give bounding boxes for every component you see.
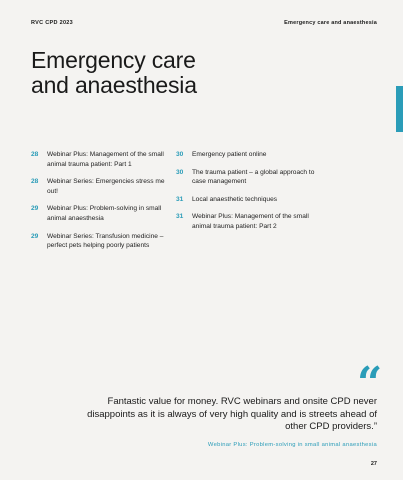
- contents-title: Local anaesthetic techniques: [192, 195, 278, 203]
- contents-entry[interactable]: [176, 168, 316, 187]
- contents-title: Webinar Plus: Management of the small animal trauma patient: Part 1: [47, 151, 164, 168]
- testimonial-quote: Fantastic value for money. RVC webinars and onsite CPD never disappoints as it is always of very high quality and is streets ahead of other CPD providers.”: [87, 396, 377, 432]
- header-publication: RVC CPD 2023: [31, 20, 74, 26]
- contents-page-number: 31: [176, 195, 184, 203]
- contents-page-number: 29: [31, 232, 39, 240]
- page-number: 27: [370, 461, 377, 467]
- contents-entry[interactable]: [31, 232, 171, 251]
- contents-page-number: 28: [31, 151, 39, 158]
- contents-entry[interactable]: [31, 177, 171, 196]
- contents-title: The trauma patient – a global approach to case management: [192, 168, 315, 186]
- contents-title: Emergency patient online: [192, 151, 267, 158]
- contents-entry[interactable]: [31, 150, 171, 169]
- contents-page-number: 29: [31, 205, 39, 213]
- contents-page-number: 30: [176, 151, 184, 158]
- testimonial-source: Webinar Plus: Problem-solving in small animal anaesthesia: [207, 442, 377, 448]
- page-title-line-1: Emergency care: [31, 47, 196, 73]
- contents-page-number: 31: [176, 213, 184, 221]
- contents-title: Webinar Series: Emergencies stress me out!: [47, 178, 165, 195]
- page-title-line-2: and anaesthesia: [31, 72, 197, 98]
- contents-title: Webinar Series: Transfusion medicine – perfect pets helping poorly patients: [47, 232, 164, 250]
- contents-entry[interactable]: [31, 204, 171, 223]
- contents-column-left: [31, 150, 171, 259]
- contents-page-number: 28: [31, 178, 39, 186]
- contents-entry[interactable]: [176, 212, 316, 231]
- contents-column-right: [176, 150, 316, 240]
- page-title: [31, 48, 197, 98]
- contents-title: Webinar Plus: Management of the small animal trauma patient: Part 2: [192, 213, 309, 230]
- quote-mark-icon: “: [357, 358, 383, 409]
- contents-entry[interactable]: [176, 195, 316, 205]
- contents-entry[interactable]: [176, 150, 316, 160]
- header-section-title: Emergency care and anaesthesia: [284, 20, 377, 26]
- contents-page-number: 30: [176, 168, 184, 176]
- contents-title: Webinar Plus: Problem-solving in small animal anaesthesia: [47, 205, 162, 222]
- accent-bar: [396, 86, 403, 132]
